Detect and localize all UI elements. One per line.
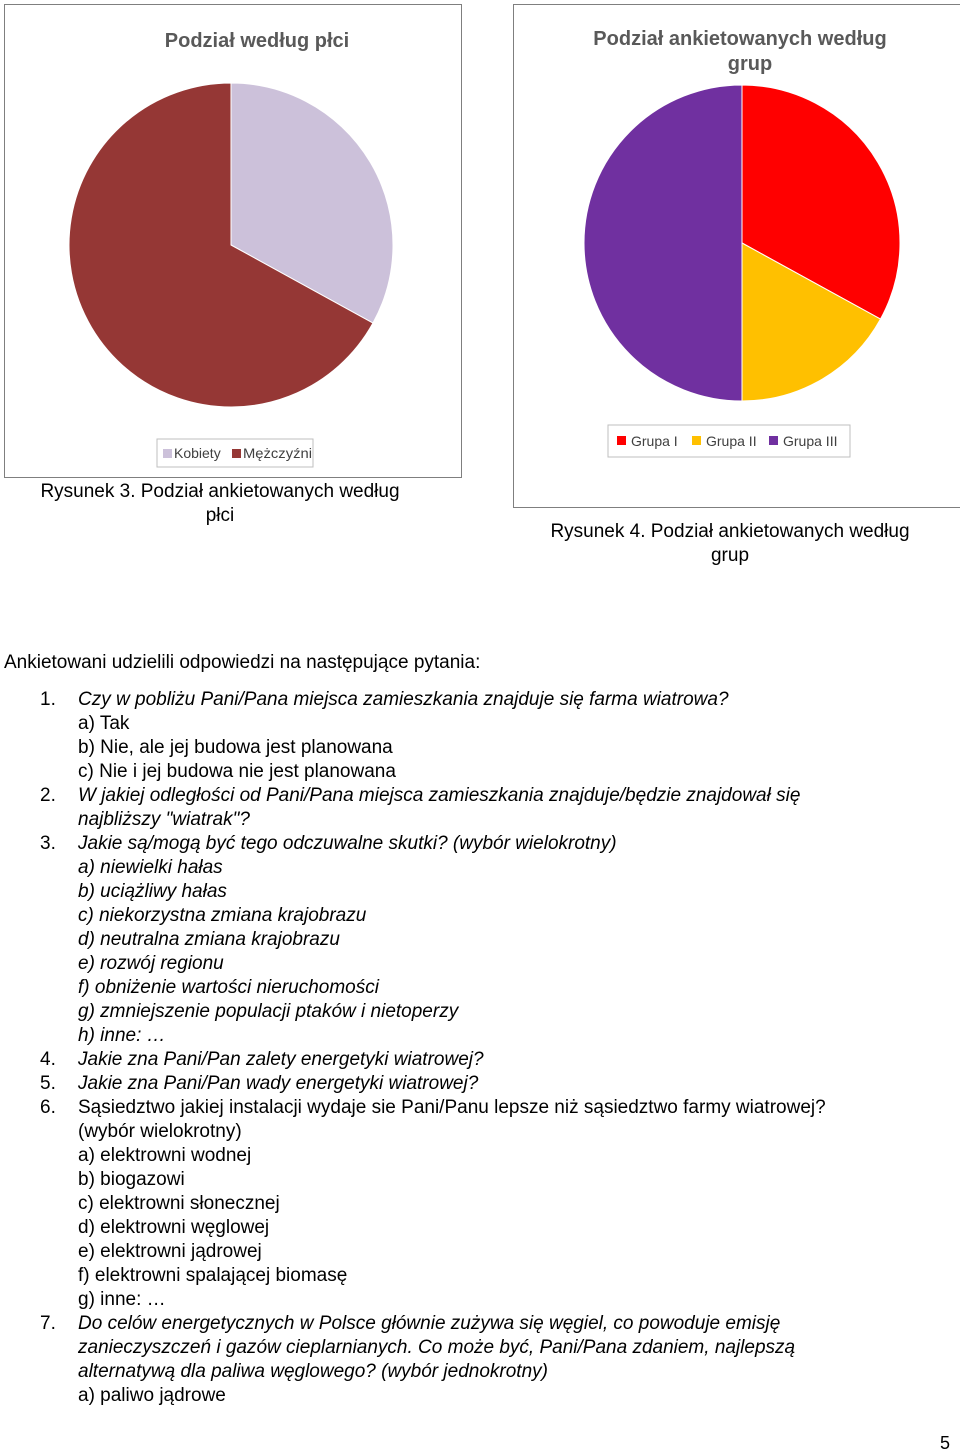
question-text: W jakiej odległości od Pani/Pana miejsca zamieszkania znajduje/będzie znajdował się [78, 785, 801, 806]
question-number: 6. [40, 1097, 56, 1118]
legend-label-grupa-2: Grupa II [706, 433, 757, 449]
intro-text: Ankietowani udzielili odpowiedzi na następujące pytania: [4, 652, 481, 673]
figure-4-caption [520, 520, 940, 568]
legend [608, 425, 850, 457]
legend-swatch-grupa-1 [617, 436, 626, 445]
question-text: Jakie zna Pani/Pan wady energetyki wiatrowej? [78, 1073, 479, 1094]
question-number: 5. [40, 1073, 56, 1094]
caption-line: grup [710, 545, 750, 566]
question-text: Sąsiedztwo jakiej instalacji wydaje sie Pani/Panu lepsze niż sąsiedztwo farmy wiatrowej? [78, 1097, 826, 1118]
answer-option: a) niewielki hałas [78, 857, 223, 878]
chart-gender [4, 4, 462, 478]
pie-chart-groups [514, 5, 960, 507]
pie-slice-grupa-iii [584, 85, 742, 401]
answer-option: d) elektrowni węglowej [78, 1217, 270, 1238]
question-item [40, 1072, 940, 1096]
question-text: alternatywą dla paliwa węglowego? (wybór jednokrotny) [78, 1361, 548, 1382]
question-number: 1. [40, 689, 56, 710]
answer-option: h) inne: … [78, 1025, 166, 1046]
page-number: 5 [939, 1433, 950, 1453]
question-number: 4. [40, 1049, 56, 1070]
question-text: zanieczyszczeń i gazów cieplarnianych. Co może być, Pani/Pana zdaniem, najlepszą [78, 1337, 796, 1358]
answer-option: f) elektrowni spalającej biomasę [78, 1265, 348, 1286]
question-item [40, 1048, 940, 1072]
answer-option: a) paliwo jądrowe [78, 1385, 226, 1406]
legend-label-grupa-3: Grupa III [783, 433, 838, 449]
answer-option: c) Nie i jej budowa nie jest planowana [78, 761, 396, 782]
answer-option: c) elektrowni słonecznej [78, 1193, 280, 1214]
legend [157, 439, 313, 467]
answer-option: b) biogazowi [78, 1169, 185, 1190]
legend-swatch-kobiety [163, 449, 172, 458]
answer-option: g) inne: … [78, 1289, 166, 1310]
legend-swatch-grupa-2 [692, 436, 701, 445]
question-text: Czy w pobliżu Pani/Pana miejsca zamieszkania znajduje się farma wiatrowa? [78, 689, 729, 710]
caption-line: Rysunek 4. Podział ankietowanych według [550, 521, 910, 542]
question-item [40, 1096, 940, 1312]
answer-option: g) zmniejszenie populacji ptaków i nietoperzy [78, 1001, 459, 1022]
answer-option: e) elektrowni jądrowej [78, 1241, 262, 1262]
pie-slices [584, 85, 900, 401]
caption-line: płci [205, 505, 235, 526]
question-list [40, 688, 940, 1408]
chart-groups [513, 4, 960, 508]
question-item [40, 688, 940, 784]
question-number: 2. [40, 785, 56, 806]
question-text: Do celów energetycznych w Polsce głównie zużywa się węgiel, co powoduje emisję [78, 1313, 781, 1334]
chart-title-line-2: grup [727, 53, 773, 75]
question-item [40, 1312, 940, 1408]
question-text: (wybór wielokrotny) [78, 1121, 242, 1142]
legend-label-kobiety: Kobiety [174, 445, 221, 461]
figure-3-caption [10, 480, 430, 528]
answer-option: c) niekorzystna zmiana krajobrazu [78, 905, 367, 926]
question-text: najbliższy "wiatrak"? [78, 809, 250, 830]
answer-option: d) neutralna zmiana krajobrazu [78, 929, 340, 950]
answer-option: e) rozwój regionu [78, 953, 224, 974]
answer-option: a) Tak [78, 713, 130, 734]
legend-swatch-grupa-3 [769, 436, 778, 445]
legend-label-mezczyzni: Mężczyźni [243, 445, 312, 461]
answer-option: b) uciążliwy hałas [78, 881, 227, 902]
chart-title: Podział według płci [164, 30, 350, 52]
chart-title-line-1: Podział ankietowanych według [593, 28, 887, 50]
question-item [40, 784, 940, 832]
legend-swatch-mezczyzni [232, 449, 241, 458]
question-number: 3. [40, 833, 56, 854]
answer-option: a) elektrowni wodnej [78, 1145, 252, 1166]
question-number: 7. [40, 1313, 56, 1334]
question-item [40, 832, 940, 1048]
pie-chart-gender [5, 5, 461, 477]
answer-option: b) Nie, ale jej budowa jest planowana [78, 737, 393, 758]
question-text: Jakie zna Pani/Pan zalety energetyki wiatrowej? [78, 1049, 484, 1070]
caption-line: Rysunek 3. Podział ankietowanych według [40, 481, 400, 502]
legend-label-grupa-1: Grupa I [631, 433, 678, 449]
pie-slices [69, 83, 393, 407]
answer-option: f) obniżenie wartości nieruchomości [78, 977, 379, 998]
question-text: Jakie są/mogą być tego odczuwalne skutki? (wybór wielokrotny) [78, 833, 617, 854]
